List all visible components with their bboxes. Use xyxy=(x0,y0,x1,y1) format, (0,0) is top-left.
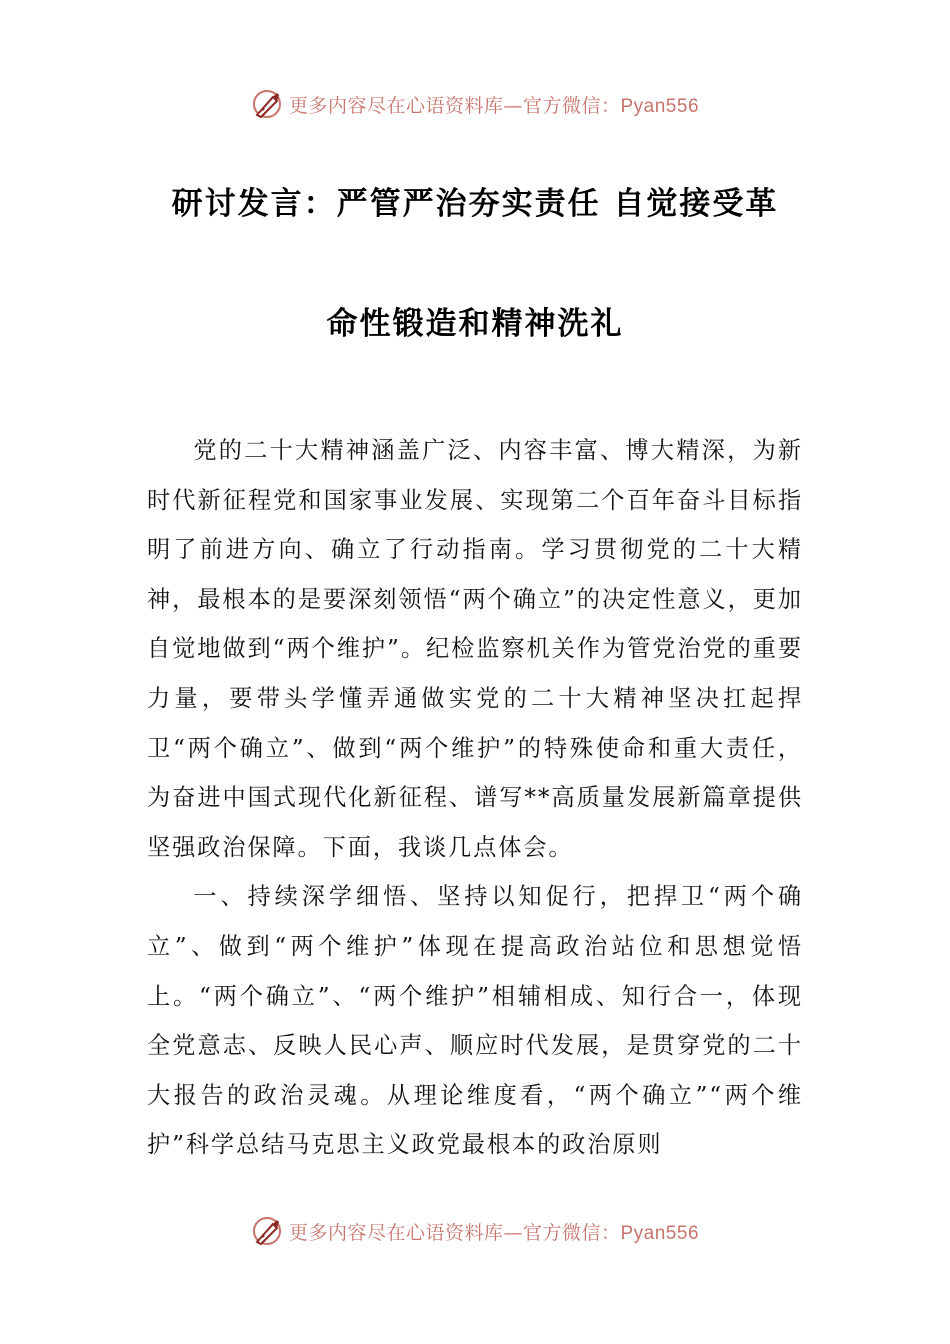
paragraph-intro: 党的二十大精神涵盖广泛、内容丰富、博大精深，为新时代新征程党和国家事业发展、实现第二个百年奋斗目标指明了前进方向、确立了行动指南。学习贯彻党的二十大精神，最根本的是要深刻领悟“两个确立”的决定性意义，更加自觉地做到“两个维护”。纪检监察机关作为管党治党的重要力量，要带头学懂弄通做实党的二十大精神坚决扛起捍卫“两个确立”、做到“两个维护”的特殊使命和重大责任，为奋进中国式现代化新征程、谱写**高质量发展新篇章提供坚强政治保障。下面，我谈几点体会。 xyxy=(147,437,803,861)
watermark-header xyxy=(0,84,950,124)
document-title-line1: 研讨发言：严管严治夯实责任 自觉接受革 xyxy=(171,186,779,222)
document-body xyxy=(147,426,803,1170)
wechat-id: Pyan556 xyxy=(620,1222,700,1244)
watermark-footer xyxy=(0,1211,950,1251)
paragraph-section-one: 一、持续深学细悟、坚持以知促行，把捍卫“两个确立”、做到“两个维护”体现在提高政治站位和思想觉悟上。“两个确立”、“两个维护”相辅相成、知行合一，体现全党意志、反映人民心声、顺应时代发展，是贯穿党的二十大报告的政治灵魂。从理论维度看，“两个确立”“两个维护”科学总结马克思主义政党最根本的政治原则 xyxy=(147,883,803,1159)
document-title-line2: 命性锻造和精神洗礼 xyxy=(326,306,624,342)
pen-nib-logo-icon xyxy=(251,88,283,120)
watermark-text: 更多内容尽在心语资料库—官方微信：Pyan556 xyxy=(288,94,700,117)
watermark-text: 更多内容尽在心语资料库—官方微信：Pyan556 xyxy=(288,1221,700,1244)
wechat-id: Pyan556 xyxy=(620,95,700,117)
pen-nib-logo-icon xyxy=(251,1215,283,1247)
